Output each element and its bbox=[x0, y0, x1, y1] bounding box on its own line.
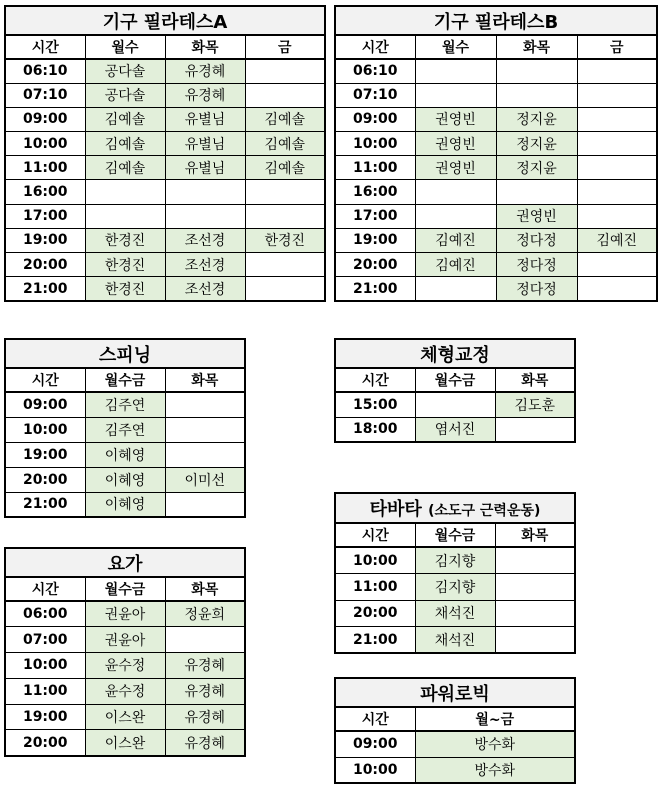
instructor-cell bbox=[577, 83, 657, 107]
instructor-cell: 공다솔 bbox=[85, 83, 165, 107]
instructor-cell: 한경진 bbox=[85, 228, 165, 252]
time-cell: 16:00 bbox=[335, 180, 415, 204]
instructor-cell: 김주연 bbox=[85, 417, 165, 442]
table-row bbox=[5, 492, 245, 517]
table-title-text: 요가 bbox=[107, 553, 143, 575]
time-cell: 17:00 bbox=[335, 204, 415, 228]
time-cell: 07:10 bbox=[5, 83, 85, 107]
instructor-cell bbox=[415, 277, 496, 301]
instructor-cell bbox=[415, 83, 496, 107]
column-header: 화목 bbox=[165, 368, 245, 392]
instructor-cell: 유경혜 bbox=[165, 704, 245, 730]
time-cell: 10:00 bbox=[335, 547, 415, 574]
table-row bbox=[5, 83, 325, 107]
instructor-cell: 이미선 bbox=[165, 467, 245, 492]
column-header: 시간 bbox=[5, 368, 85, 392]
time-cell: 09:00 bbox=[5, 107, 85, 131]
instructor-cell bbox=[245, 83, 325, 107]
instructor-cell: 염서진 bbox=[415, 417, 495, 442]
instructor-cell: 김주연 bbox=[85, 392, 165, 417]
yoga-table bbox=[4, 547, 246, 757]
table-row bbox=[335, 627, 575, 654]
instructor-cell bbox=[165, 492, 245, 517]
table-row bbox=[335, 417, 575, 442]
time-cell: 21:00 bbox=[5, 492, 85, 517]
table-row bbox=[335, 277, 657, 301]
instructor-cell bbox=[495, 627, 575, 654]
table-row bbox=[335, 59, 657, 83]
table-title bbox=[5, 339, 245, 368]
table-title-text: 기구 필라테스A bbox=[102, 11, 228, 33]
table-row bbox=[335, 600, 575, 627]
pilates-a-table bbox=[4, 5, 326, 302]
instructor-cell: 정다정 bbox=[496, 228, 577, 252]
instructor-cell bbox=[495, 574, 575, 601]
instructor-cell: 유경혜 bbox=[165, 59, 245, 83]
table-row bbox=[5, 277, 325, 301]
spinning-table bbox=[4, 338, 246, 518]
instructor-cell: 정지윤 bbox=[496, 132, 577, 156]
instructor-cell: 권영빈 bbox=[415, 132, 496, 156]
instructor-cell: 이스완 bbox=[85, 730, 165, 756]
instructor-cell: 김예솔 bbox=[85, 107, 165, 131]
instructor-cell bbox=[577, 107, 657, 131]
column-header: 시간 bbox=[5, 35, 85, 59]
table-row bbox=[335, 392, 575, 417]
column-header: 화목 bbox=[495, 523, 575, 547]
time-cell: 06:00 bbox=[5, 601, 85, 627]
table-row bbox=[5, 467, 245, 492]
time-cell: 21:00 bbox=[5, 277, 85, 301]
instructor-cell bbox=[165, 627, 245, 653]
instructor-cell bbox=[496, 59, 577, 83]
instructor-cell: 유경혜 bbox=[165, 730, 245, 756]
column-header: 화목 bbox=[496, 35, 577, 59]
instructor-cell: 이혜영 bbox=[85, 492, 165, 517]
time-cell: 19:00 bbox=[5, 442, 85, 467]
time-cell: 20:00 bbox=[5, 467, 85, 492]
column-header: 화목 bbox=[165, 35, 245, 59]
time-cell: 20:00 bbox=[335, 600, 415, 627]
table-title bbox=[335, 6, 657, 35]
instructor-cell: 김도훈 bbox=[495, 392, 575, 417]
instructor-cell bbox=[165, 180, 245, 204]
instructor-cell: 권윤아 bbox=[85, 627, 165, 653]
table-row bbox=[5, 627, 245, 653]
instructor-cell bbox=[165, 442, 245, 467]
instructor-cell bbox=[577, 59, 657, 83]
column-header: 월수금 bbox=[85, 577, 165, 601]
instructor-cell: 유경혜 bbox=[165, 653, 245, 679]
column-header: 월수금 bbox=[85, 368, 165, 392]
time-cell: 21:00 bbox=[335, 277, 415, 301]
column-header: 월수금 bbox=[415, 368, 495, 392]
body-correction-table bbox=[334, 338, 576, 443]
instructor-cell: 김지향 bbox=[415, 547, 495, 574]
table-title-text: 타바타 bbox=[369, 499, 422, 520]
instructor-cell bbox=[577, 277, 657, 301]
instructor-cell: 한경진 bbox=[245, 228, 325, 252]
table-row bbox=[5, 156, 325, 180]
time-cell: 06:10 bbox=[335, 59, 415, 83]
instructor-cell bbox=[496, 83, 577, 107]
instructor-cell bbox=[577, 132, 657, 156]
instructor-cell: 윤수정 bbox=[85, 653, 165, 679]
instructor-cell: 채석진 bbox=[415, 600, 495, 627]
time-cell: 10:00 bbox=[335, 132, 415, 156]
instructor-cell bbox=[85, 204, 165, 228]
time-cell: 07:00 bbox=[5, 627, 85, 653]
instructor-cell bbox=[577, 156, 657, 180]
instructor-cell: 유별님 bbox=[165, 132, 245, 156]
time-cell: 17:00 bbox=[5, 204, 85, 228]
table-title-text: 체형교정 bbox=[420, 344, 490, 366]
instructor-cell: 한경진 bbox=[85, 277, 165, 301]
instructor-cell: 공다솔 bbox=[85, 59, 165, 83]
table-row bbox=[5, 59, 325, 83]
instructor-cell: 김예진 bbox=[415, 228, 496, 252]
instructor-cell bbox=[415, 204, 496, 228]
time-cell: 10:00 bbox=[335, 757, 415, 783]
instructor-cell: 정다정 bbox=[496, 253, 577, 277]
instructor-cell bbox=[245, 59, 325, 83]
time-cell: 16:00 bbox=[5, 180, 85, 204]
table-row bbox=[5, 601, 245, 627]
column-header: 월수 bbox=[415, 35, 496, 59]
instructor-cell bbox=[165, 392, 245, 417]
table-row bbox=[335, 253, 657, 277]
table-row bbox=[5, 392, 245, 417]
instructor-cell: 김예솔 bbox=[85, 156, 165, 180]
instructor-cell bbox=[165, 204, 245, 228]
table-row bbox=[5, 653, 245, 679]
instructor-cell bbox=[165, 417, 245, 442]
table-row bbox=[5, 417, 245, 442]
table-row bbox=[335, 107, 657, 131]
column-header: 시간 bbox=[335, 35, 415, 59]
table-row bbox=[5, 730, 245, 756]
column-header: 금 bbox=[245, 35, 325, 59]
instructor-cell: 김예솔 bbox=[245, 156, 325, 180]
table-row bbox=[5, 228, 325, 252]
power-robic-table bbox=[334, 677, 576, 784]
table-row bbox=[335, 180, 657, 204]
table-title bbox=[5, 6, 325, 35]
instructor-cell: 방수화 bbox=[415, 731, 575, 757]
time-cell: 18:00 bbox=[335, 417, 415, 442]
table-row bbox=[5, 704, 245, 730]
table-title-text: 스피닝 bbox=[98, 344, 152, 366]
instructor-cell: 정지윤 bbox=[496, 107, 577, 131]
column-header: 월수 bbox=[85, 35, 165, 59]
instructor-cell: 정지윤 bbox=[496, 156, 577, 180]
time-cell: 11:00 bbox=[335, 574, 415, 601]
instructor-cell: 권영빈 bbox=[496, 204, 577, 228]
instructor-cell: 정다정 bbox=[496, 277, 577, 301]
instructor-cell: 조선경 bbox=[165, 277, 245, 301]
time-cell: 11:00 bbox=[5, 156, 85, 180]
instructor-cell: 권영빈 bbox=[415, 156, 496, 180]
instructor-cell bbox=[495, 547, 575, 574]
time-cell: 19:00 bbox=[5, 228, 85, 252]
instructor-cell bbox=[245, 253, 325, 277]
instructor-cell: 김예진 bbox=[415, 253, 496, 277]
table-row bbox=[5, 204, 325, 228]
column-header: 시간 bbox=[335, 707, 415, 731]
instructor-cell: 유경혜 bbox=[165, 678, 245, 704]
instructor-cell: 김예솔 bbox=[245, 132, 325, 156]
table-row bbox=[5, 253, 325, 277]
time-cell: 20:00 bbox=[5, 253, 85, 277]
instructor-cell: 유별님 bbox=[165, 156, 245, 180]
table-title-text: 기구 필라테스B bbox=[433, 11, 559, 33]
table-row bbox=[5, 180, 325, 204]
time-cell: 15:00 bbox=[335, 392, 415, 417]
instructor-cell bbox=[577, 180, 657, 204]
table-row bbox=[335, 757, 575, 783]
table-title bbox=[5, 548, 245, 577]
instructor-cell: 조선경 bbox=[165, 253, 245, 277]
instructor-cell bbox=[495, 417, 575, 442]
time-cell: 21:00 bbox=[335, 627, 415, 654]
table-row bbox=[5, 107, 325, 131]
instructor-cell: 권윤아 bbox=[85, 601, 165, 627]
instructor-cell: 조선경 bbox=[165, 228, 245, 252]
instructor-cell: 김예솔 bbox=[85, 132, 165, 156]
instructor-cell: 채석진 bbox=[415, 627, 495, 654]
table-row bbox=[5, 442, 245, 467]
time-cell: 19:00 bbox=[5, 704, 85, 730]
column-header: 월수금 bbox=[415, 523, 495, 547]
instructor-cell: 한경진 bbox=[85, 253, 165, 277]
instructor-cell bbox=[495, 600, 575, 627]
instructor-cell: 권영빈 bbox=[415, 107, 496, 131]
instructor-cell bbox=[415, 180, 496, 204]
table-row bbox=[335, 156, 657, 180]
instructor-cell: 유별님 bbox=[165, 107, 245, 131]
column-header: 시간 bbox=[335, 523, 415, 547]
pilates-b-table bbox=[334, 5, 658, 302]
time-cell: 20:00 bbox=[5, 730, 85, 756]
table-title bbox=[335, 493, 575, 523]
instructor-cell bbox=[245, 204, 325, 228]
table-row bbox=[5, 132, 325, 156]
time-cell: 11:00 bbox=[5, 678, 85, 704]
time-cell: 10:00 bbox=[5, 417, 85, 442]
instructor-cell: 이스완 bbox=[85, 704, 165, 730]
table-row bbox=[335, 83, 657, 107]
column-header: 시간 bbox=[5, 577, 85, 601]
time-cell: 20:00 bbox=[335, 253, 415, 277]
instructor-cell bbox=[577, 253, 657, 277]
table-row bbox=[335, 547, 575, 574]
table-row bbox=[335, 574, 575, 601]
instructor-cell bbox=[245, 180, 325, 204]
table-row bbox=[335, 132, 657, 156]
table-row bbox=[335, 731, 575, 757]
table-row bbox=[335, 228, 657, 252]
time-cell: 10:00 bbox=[5, 132, 85, 156]
instructor-cell bbox=[415, 392, 495, 417]
instructor-cell: 김예솔 bbox=[245, 107, 325, 131]
instructor-cell bbox=[85, 180, 165, 204]
instructor-cell: 유경혜 bbox=[165, 83, 245, 107]
instructor-cell: 이혜영 bbox=[85, 467, 165, 492]
time-cell: 11:00 bbox=[335, 156, 415, 180]
instructor-cell bbox=[496, 180, 577, 204]
instructor-cell: 정윤희 bbox=[165, 601, 245, 627]
instructor-cell: 김예진 bbox=[577, 228, 657, 252]
column-header: 화목 bbox=[165, 577, 245, 601]
instructor-cell bbox=[577, 204, 657, 228]
tabata-table bbox=[334, 492, 576, 654]
instructor-cell: 김지향 bbox=[415, 574, 495, 601]
time-cell: 10:00 bbox=[5, 653, 85, 679]
time-cell: 07:10 bbox=[335, 83, 415, 107]
table-title bbox=[335, 339, 575, 368]
table-title bbox=[335, 678, 575, 707]
table-row bbox=[335, 204, 657, 228]
instructor-cell: 방수화 bbox=[415, 757, 575, 783]
column-header: 시간 bbox=[335, 368, 415, 392]
time-cell: 09:00 bbox=[5, 392, 85, 417]
table-title-text: 파워로빅 bbox=[420, 683, 490, 705]
time-cell: 09:00 bbox=[335, 107, 415, 131]
time-cell: 06:10 bbox=[5, 59, 85, 83]
column-header: 월~금 bbox=[415, 707, 575, 731]
instructor-cell: 윤수정 bbox=[85, 678, 165, 704]
table-subtitle: (소도구 근력운동) bbox=[428, 503, 541, 519]
time-cell: 19:00 bbox=[335, 228, 415, 252]
instructor-cell bbox=[415, 59, 496, 83]
column-header: 금 bbox=[577, 35, 657, 59]
time-cell: 09:00 bbox=[335, 731, 415, 757]
instructor-cell bbox=[245, 277, 325, 301]
column-header: 화목 bbox=[495, 368, 575, 392]
instructor-cell: 이혜영 bbox=[85, 442, 165, 467]
table-row bbox=[5, 678, 245, 704]
